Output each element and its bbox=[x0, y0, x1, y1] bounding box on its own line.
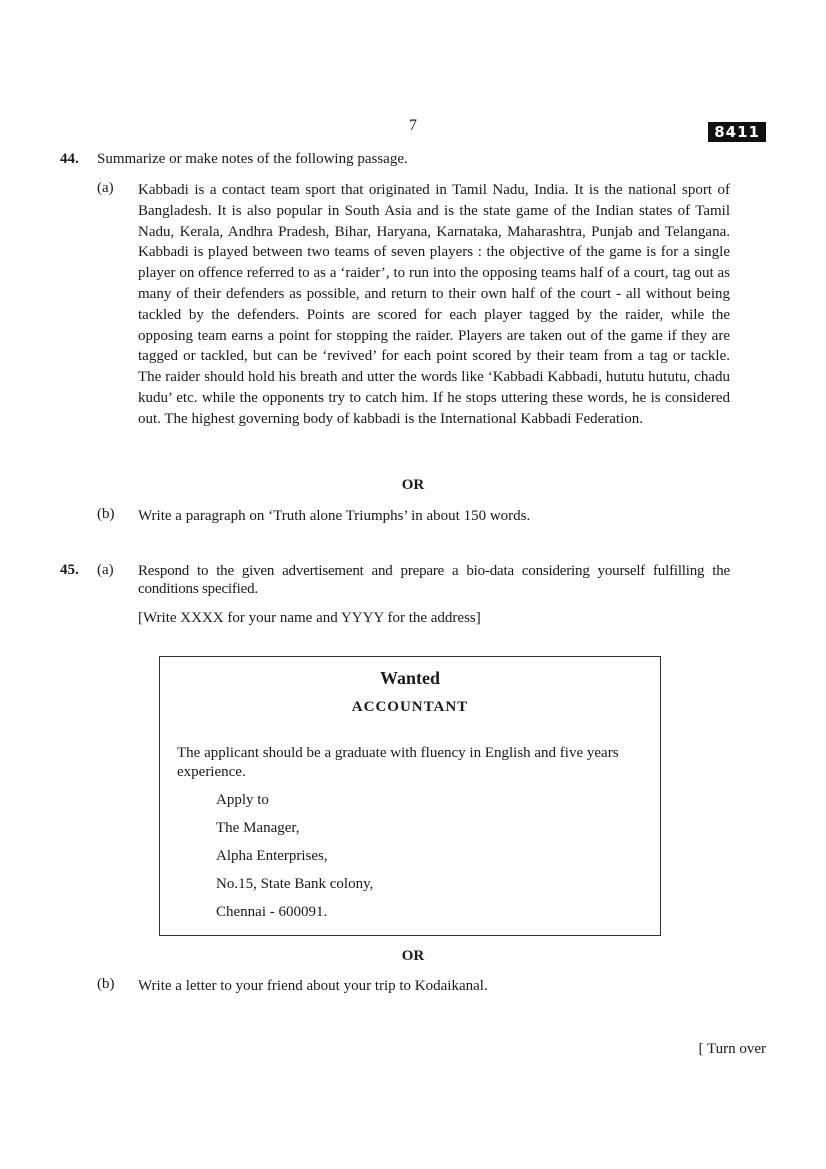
question-44-or: OR bbox=[401, 477, 425, 493]
question-44a-passage: Kabbadi is a contact team sport that originated in Tamil Nadu, India. It is the national sport of Bangladesh. It is also popular in South Asia and is the state game of the Indian states of Tamil Nadu, Kerala, Andhra Pradesh, Bihar, Haryana, Karnataka, Maharashtra, Punjab and Telangana. Kabbadi is played between two teams of seven players : the objective of the game is for a single player on offence referred to as a ‘raider’, to run into the opposing teams half of a court, tag out as many of their defenders as possible, and return to their own half of the court - all without being tackled by the defenders. Points are scored for each player tagged by the raider, while the opposing team earns a point for stopping the raider. Players are taken out of the game if they are tagged or tackled, but can be ‘revived’ for each point scored by their team from a tag or tackle. The raider should hold his breath and utter the words like ‘Kabbadi Kabbadi, hututu hututu, chadu kudu’ etc. while the opponents try to catch him. If he stops uttering these words, he is considered out. The highest governing body of kabbadi is the International Kabbadi Federation. bbox=[138, 182, 730, 427]
advertisement-title: Wanted bbox=[379, 668, 440, 688]
question-44a-label: (a) bbox=[97, 180, 114, 196]
advertisement-line: Apply to bbox=[216, 792, 269, 808]
turn-over-note: [ Turn over bbox=[698, 1041, 766, 1057]
page-number: 7 bbox=[409, 117, 417, 134]
question-45-or: OR bbox=[401, 948, 425, 964]
advertisement-subtitle: ACCOUNTANT bbox=[351, 699, 469, 715]
paper-code-badge: 8411 bbox=[708, 122, 766, 142]
advertisement-line: Chennai - 600091. bbox=[216, 904, 328, 920]
question-45a-text: Respond to the given advertisement and prepare a bio-data considering yourself fulfilling the conditions specified. bbox=[138, 563, 730, 597]
advertisement-line: No.15, State Bank colony, bbox=[216, 876, 374, 892]
question-45b-text: Write a letter to your friend about your trip to Kodaikanal. bbox=[138, 978, 488, 994]
question-44-number: 44. bbox=[60, 151, 79, 167]
question-44b-text: Write a paragraph on ‘Truth alone Triumphs’ in about 150 words. bbox=[138, 508, 531, 524]
advertisement-line: Alpha Enterprises, bbox=[216, 848, 328, 864]
question-44-prompt: Summarize or make notes of the following passage. bbox=[97, 151, 408, 167]
advertisement-box bbox=[159, 656, 661, 936]
advertisement-line: The Manager, bbox=[216, 820, 300, 836]
question-44b-label: (b) bbox=[97, 506, 115, 522]
question-45-number: 45. bbox=[60, 562, 79, 578]
advertisement-body: The applicant should be a graduate with fluency in English and five years experience. bbox=[177, 745, 619, 780]
question-45a-note: [Write XXXX for your name and YYYY for the address] bbox=[138, 610, 481, 626]
question-45a-label: (a) bbox=[97, 562, 114, 578]
question-45b-label: (b) bbox=[97, 976, 115, 992]
